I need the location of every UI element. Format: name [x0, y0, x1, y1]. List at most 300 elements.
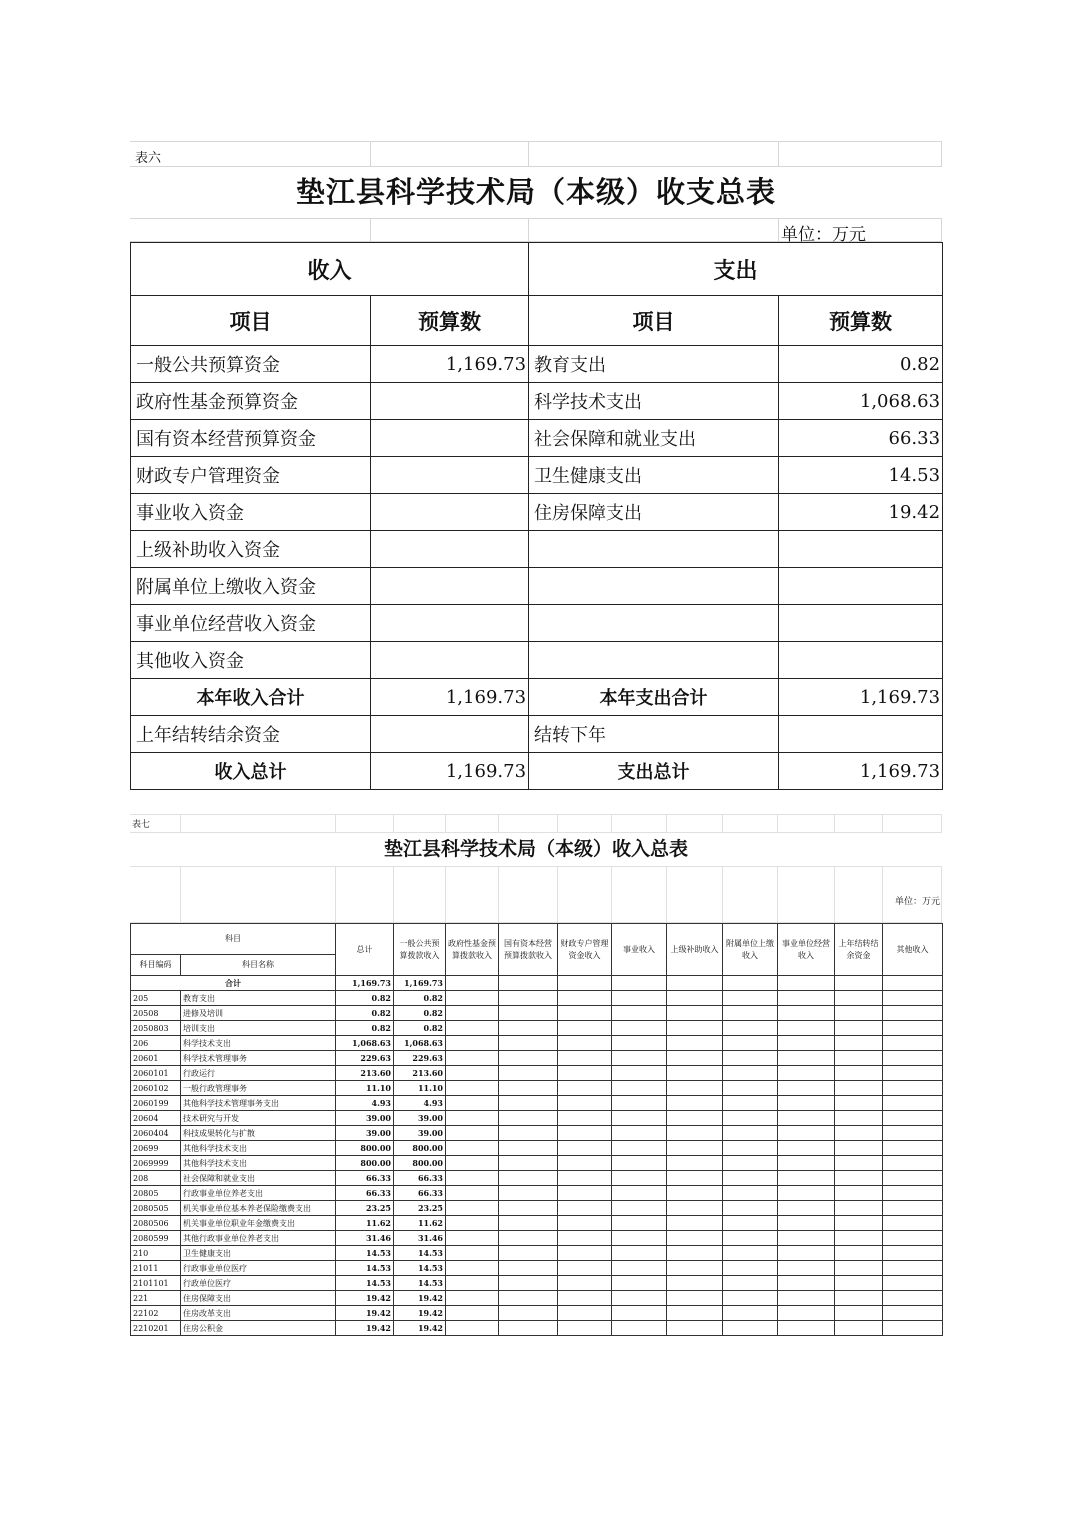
income-item: 政府性基金预算资金	[131, 383, 371, 420]
empty-cell	[883, 1231, 943, 1246]
row-total: 0.82	[336, 1021, 394, 1036]
subject-name: 行政事业单位养老支出	[181, 1186, 336, 1201]
table7-total-label: 合计	[131, 976, 336, 991]
subject-name: 卫生健康支出	[181, 1246, 336, 1261]
expense-value: 0.82	[779, 346, 943, 383]
empty-cell	[667, 1171, 723, 1186]
empty-cell	[778, 1111, 835, 1126]
empty-cell	[558, 1216, 612, 1231]
empty-cell	[883, 1171, 943, 1186]
expense-value: 66.33	[779, 420, 943, 457]
subject-name: 其他科学技术支出	[181, 1141, 336, 1156]
table6-grid	[130, 242, 943, 790]
carryover-expense-value	[779, 716, 943, 753]
table7-total-value: 1,169.73	[336, 976, 394, 991]
carryover-header: 上年结转结余资金	[835, 924, 883, 976]
empty-cell	[778, 1216, 835, 1231]
empty-cell	[558, 1051, 612, 1066]
empty-cell	[499, 1006, 558, 1021]
subject-name: 进修及培训	[181, 1006, 336, 1021]
empty-cell	[446, 1051, 499, 1066]
income-value	[371, 457, 529, 494]
expense-item	[529, 605, 779, 642]
empty-cell	[446, 1201, 499, 1216]
subject-code: 22102	[131, 1306, 181, 1321]
empty-cell	[612, 1051, 667, 1066]
income-value: 1,169.73	[371, 346, 529, 383]
row-general: 800.00	[394, 1141, 446, 1156]
empty-cell	[883, 1036, 943, 1051]
empty-cell	[558, 1006, 612, 1021]
empty-cell	[667, 1291, 723, 1306]
empty-cell	[723, 1051, 778, 1066]
row-general: 4.93	[394, 1096, 446, 1111]
income-value	[371, 383, 529, 420]
empty-cell	[558, 1321, 612, 1336]
subject-header: 科目	[131, 924, 336, 955]
empty-cell	[723, 1306, 778, 1321]
table7-row	[131, 1231, 943, 1246]
empty-cell	[883, 1216, 943, 1231]
empty-cell	[558, 1261, 612, 1276]
empty-cell	[883, 1261, 943, 1276]
income-value	[371, 494, 529, 531]
table7-row	[131, 1156, 943, 1171]
row-general: 19.42	[394, 1306, 446, 1321]
subject-code: 206	[131, 1036, 181, 1051]
empty-cell	[446, 1081, 499, 1096]
subject-code: 20805	[131, 1186, 181, 1201]
empty-cell	[558, 991, 612, 1006]
empty-cell	[883, 1246, 943, 1261]
row-total: 800.00	[336, 1156, 394, 1171]
empty-cell	[612, 1036, 667, 1051]
empty-cell	[835, 1156, 883, 1171]
grand-expense-total-label: 支出总计	[529, 753, 779, 790]
empty-cell	[499, 1036, 558, 1051]
year-expense-total-label: 本年支出合计	[529, 679, 779, 716]
business-income-header: 事业收入	[612, 924, 667, 976]
subject-code: 21011	[131, 1261, 181, 1276]
empty-cell	[612, 1126, 667, 1141]
empty-cell	[499, 1306, 558, 1321]
empty-cell	[667, 1201, 723, 1216]
empty-cell	[667, 1306, 723, 1321]
empty-cell	[612, 1171, 667, 1186]
empty-cell	[667, 991, 723, 1006]
empty-cell	[835, 1036, 883, 1051]
expense-item	[529, 531, 779, 568]
row-general: 23.25	[394, 1201, 446, 1216]
empty-cell	[835, 1006, 883, 1021]
row-total: 19.42	[336, 1306, 394, 1321]
table6-title: 垫江县科学技术局（本级）收支总表	[130, 167, 942, 219]
empty-cell	[778, 1186, 835, 1201]
table6-row	[131, 642, 943, 679]
empty-cell	[499, 1171, 558, 1186]
empty-cell	[558, 1231, 612, 1246]
empty-cell	[723, 1156, 778, 1171]
empty-cell	[446, 1186, 499, 1201]
table7-row	[131, 1246, 943, 1261]
empty-cell	[667, 1006, 723, 1021]
empty-cell	[612, 1021, 667, 1036]
subsidy-income-header: 上级补助收入	[667, 924, 723, 976]
empty-cell	[499, 1051, 558, 1066]
empty-cell	[778, 1156, 835, 1171]
empty-cell	[446, 1111, 499, 1126]
subject-name: 行政运行	[181, 1066, 336, 1081]
table7-unit-row	[130, 867, 942, 923]
empty-cell	[446, 1036, 499, 1051]
carryover-income-label: 上年结转结余资金	[131, 716, 371, 753]
empty-cell	[835, 1201, 883, 1216]
table6-row	[131, 457, 943, 494]
empty-cell	[723, 1081, 778, 1096]
subject-code: 205	[131, 991, 181, 1006]
empty-cell	[499, 1021, 558, 1036]
row-general: 0.82	[394, 1006, 446, 1021]
table7-row	[131, 1066, 943, 1081]
row-general: 66.33	[394, 1186, 446, 1201]
empty-cell	[499, 1216, 558, 1231]
income-item: 其他收入资金	[131, 642, 371, 679]
row-total: 23.25	[336, 1201, 394, 1216]
empty-cell	[883, 1096, 943, 1111]
table7-row	[131, 1051, 943, 1066]
subject-code: 2210201	[131, 1321, 181, 1336]
row-total: 213.60	[336, 1066, 394, 1081]
row-total: 19.42	[336, 1291, 394, 1306]
empty-cell	[723, 1141, 778, 1156]
empty-cell	[723, 1186, 778, 1201]
table6-row	[131, 605, 943, 642]
empty-cell	[778, 1141, 835, 1156]
expense-value	[779, 568, 943, 605]
subject-name: 科学技术管理事务	[181, 1051, 336, 1066]
empty-cell	[612, 1186, 667, 1201]
empty-cell	[778, 1231, 835, 1246]
empty-cell	[558, 1171, 612, 1186]
subject-name: 教育支出	[181, 991, 336, 1006]
empty-cell	[499, 1321, 558, 1336]
empty-cell	[723, 1171, 778, 1186]
empty-cell	[883, 1126, 943, 1141]
subject-code: 208	[131, 1171, 181, 1186]
empty-cell	[883, 1141, 943, 1156]
income-summary-table	[130, 814, 942, 1336]
empty-cell	[723, 1216, 778, 1231]
expense-value	[779, 642, 943, 679]
empty-cell	[883, 1306, 943, 1321]
carryover-income-value	[371, 716, 529, 753]
table7-row	[131, 1306, 943, 1321]
empty-cell	[446, 1216, 499, 1231]
table6-row	[131, 531, 943, 568]
income-item: 事业单位经营收入资金	[131, 605, 371, 642]
income-value	[371, 531, 529, 568]
empty-cell	[883, 1276, 943, 1291]
expense-budget-header: 预算数	[779, 296, 943, 346]
subject-name: 其他科学技术管理事务支出	[181, 1096, 336, 1111]
empty-cell	[612, 1246, 667, 1261]
subject-code: 2060102	[131, 1081, 181, 1096]
table7-row	[131, 1126, 943, 1141]
table7-total-general: 1,169.73	[394, 976, 446, 991]
table7-row	[131, 1036, 943, 1051]
general-budget-header: 一般公共预算拨款收入	[394, 924, 446, 976]
empty-cell	[558, 1246, 612, 1261]
empty-cell	[499, 1141, 558, 1156]
empty-cell	[835, 1051, 883, 1066]
empty-cell	[778, 1096, 835, 1111]
empty-cell	[667, 1141, 723, 1156]
row-general: 14.53	[394, 1261, 446, 1276]
income-item: 国有资本经营预算资金	[131, 420, 371, 457]
operating-income-header: 事业单位经营收入	[778, 924, 835, 976]
empty-cell	[558, 1036, 612, 1051]
expense-value: 1,068.63	[779, 383, 943, 420]
table7-row	[131, 1216, 943, 1231]
empty-cell	[612, 1066, 667, 1081]
empty-cell	[723, 1231, 778, 1246]
empty-cell	[667, 1021, 723, 1036]
year-income-total-value: 1,169.73	[371, 679, 529, 716]
empty-cell	[667, 1186, 723, 1201]
name-header: 科目名称	[181, 955, 336, 976]
income-value	[371, 420, 529, 457]
empty-cell	[778, 991, 835, 1006]
grand-income-total-label: 收入总计	[131, 753, 371, 790]
empty-cell	[446, 1171, 499, 1186]
subject-code: 2060404	[131, 1126, 181, 1141]
empty-cell	[835, 1276, 883, 1291]
empty-cell	[835, 1096, 883, 1111]
row-total: 0.82	[336, 1006, 394, 1021]
empty-cell	[499, 1261, 558, 1276]
empty-cell	[612, 1201, 667, 1216]
row-total: 1,068.63	[336, 1036, 394, 1051]
empty-cell	[723, 1066, 778, 1081]
special-account-header: 财政专户管理资金收入	[558, 924, 612, 976]
row-general: 11.10	[394, 1081, 446, 1096]
table7-row	[131, 1111, 943, 1126]
state-capital-header: 国有资本经营预算拨款收入	[499, 924, 558, 976]
empty-cell	[667, 1261, 723, 1276]
empty-cell	[883, 1021, 943, 1036]
row-total: 39.00	[336, 1111, 394, 1126]
expense-item	[529, 642, 779, 679]
empty-cell	[778, 1171, 835, 1186]
empty-cell	[835, 1291, 883, 1306]
empty-cell	[499, 1186, 558, 1201]
empty-cell	[499, 1201, 558, 1216]
empty-cell	[883, 1111, 943, 1126]
subject-name: 技术研究与开发	[181, 1111, 336, 1126]
row-general: 14.53	[394, 1276, 446, 1291]
expense-item: 卫生健康支出	[529, 457, 779, 494]
empty-cell	[835, 1321, 883, 1336]
empty-cell	[883, 1066, 943, 1081]
grand-expense-total-value: 1,169.73	[779, 753, 943, 790]
empty-cell	[778, 1201, 835, 1216]
empty-cell	[446, 1126, 499, 1141]
row-general: 0.82	[394, 991, 446, 1006]
empty-cell	[835, 1021, 883, 1036]
empty-cell	[723, 1246, 778, 1261]
table7-grid	[130, 923, 943, 1336]
subject-code: 2080599	[131, 1231, 181, 1246]
empty-cell	[835, 1246, 883, 1261]
empty-cell	[499, 1231, 558, 1246]
empty-cell	[778, 1246, 835, 1261]
empty-cell	[883, 991, 943, 1006]
subject-name: 住房保障支出	[181, 1291, 336, 1306]
empty-cell	[558, 1156, 612, 1171]
empty-cell	[883, 1186, 943, 1201]
expense-item: 科学技术支出	[529, 383, 779, 420]
empty-cell	[499, 1096, 558, 1111]
empty-cell	[835, 1066, 883, 1081]
income-value	[371, 642, 529, 679]
empty-cell	[667, 1321, 723, 1336]
empty-cell	[778, 1081, 835, 1096]
table7-unit: 单位：万元	[894, 897, 940, 907]
table7-title: 垫江县科学技术局（本级）收入总表	[130, 833, 942, 867]
row-general: 19.42	[394, 1321, 446, 1336]
empty-cell	[667, 1051, 723, 1066]
subject-name: 机关事业单位职业年金缴费支出	[181, 1216, 336, 1231]
empty-cell	[499, 1156, 558, 1171]
row-general: 213.60	[394, 1066, 446, 1081]
empty-cell	[723, 1261, 778, 1276]
row-general: 11.62	[394, 1216, 446, 1231]
table7-row	[131, 1261, 943, 1276]
subject-code: 20508	[131, 1006, 181, 1021]
empty-cell	[778, 1321, 835, 1336]
expense-item-header: 项目	[529, 296, 779, 346]
empty-cell	[835, 1141, 883, 1156]
table7-row	[131, 1201, 943, 1216]
empty-cell	[778, 1006, 835, 1021]
empty-cell	[778, 1291, 835, 1306]
empty-cell	[558, 1306, 612, 1321]
subject-name: 机关事业单位基本养老保险缴费支出	[181, 1201, 336, 1216]
subject-name: 其他行政事业单位养老支出	[181, 1231, 336, 1246]
empty-cell	[835, 991, 883, 1006]
empty-cell	[723, 1021, 778, 1036]
row-general: 31.46	[394, 1231, 446, 1246]
subject-name: 住房公积金	[181, 1321, 336, 1336]
empty-cell	[446, 1306, 499, 1321]
empty-cell	[446, 1291, 499, 1306]
empty-cell	[835, 1186, 883, 1201]
table6-row	[131, 568, 943, 605]
code-header: 科目编码	[131, 955, 181, 976]
empty-cell	[723, 1201, 778, 1216]
empty-cell	[723, 1096, 778, 1111]
row-total: 0.82	[336, 991, 394, 1006]
row-general: 39.00	[394, 1111, 446, 1126]
subject-code: 2050803	[131, 1021, 181, 1036]
empty-cell	[667, 1126, 723, 1141]
subject-code: 221	[131, 1291, 181, 1306]
empty-cell	[558, 1126, 612, 1141]
empty-cell	[667, 1246, 723, 1261]
table6-row	[131, 420, 943, 457]
row-total: 14.53	[336, 1276, 394, 1291]
subject-name: 培训支出	[181, 1021, 336, 1036]
empty-cell	[612, 1291, 667, 1306]
empty-cell	[778, 1036, 835, 1051]
table6-tag: 表六	[135, 151, 162, 166]
empty-cell	[835, 1126, 883, 1141]
empty-cell	[612, 991, 667, 1006]
table7-row	[131, 1081, 943, 1096]
table7-row	[131, 1321, 943, 1336]
empty-cell	[499, 991, 558, 1006]
empty-cell	[499, 1246, 558, 1261]
empty-cell	[778, 1276, 835, 1291]
row-total: 11.10	[336, 1081, 394, 1096]
income-item: 一般公共预算资金	[131, 346, 371, 383]
subject-code: 20601	[131, 1051, 181, 1066]
table6-row	[131, 494, 943, 531]
empty-cell	[499, 1276, 558, 1291]
empty-cell	[667, 1066, 723, 1081]
empty-cell	[446, 1006, 499, 1021]
empty-cell	[446, 991, 499, 1006]
table7-row	[131, 1021, 943, 1036]
empty-cell	[612, 1321, 667, 1336]
empty-cell	[723, 1126, 778, 1141]
subject-code: 2080505	[131, 1201, 181, 1216]
empty-cell	[558, 1291, 612, 1306]
subject-code: 2060101	[131, 1066, 181, 1081]
income-budget-header: 预算数	[371, 296, 529, 346]
empty-cell	[446, 1066, 499, 1081]
table7-row	[131, 1171, 943, 1186]
row-total: 66.33	[336, 1171, 394, 1186]
empty-cell	[446, 1231, 499, 1246]
expense-value	[779, 531, 943, 568]
row-general: 39.00	[394, 1126, 446, 1141]
empty-cell	[612, 1156, 667, 1171]
row-total: 11.62	[336, 1216, 394, 1231]
row-general: 66.33	[394, 1171, 446, 1186]
row-total: 19.42	[336, 1321, 394, 1336]
empty-cell	[558, 1096, 612, 1111]
subject-name: 一般行政管理事务	[181, 1081, 336, 1096]
empty-cell	[883, 1156, 943, 1171]
empty-cell	[723, 1291, 778, 1306]
empty-cell	[667, 1036, 723, 1051]
empty-cell	[723, 1276, 778, 1291]
row-general: 0.82	[394, 1021, 446, 1036]
carryover-expense-label: 结转下年	[529, 716, 779, 753]
empty-cell	[667, 1081, 723, 1096]
expense-value	[779, 605, 943, 642]
empty-cell	[446, 1141, 499, 1156]
table6-top-row	[130, 141, 942, 167]
table7-tag: 表七	[132, 820, 151, 830]
empty-cell	[612, 1006, 667, 1021]
empty-cell	[883, 1081, 943, 1096]
empty-cell	[446, 1096, 499, 1111]
expense-item: 社会保障和就业支出	[529, 420, 779, 457]
income-item: 财政专户管理资金	[131, 457, 371, 494]
subject-code: 2060199	[131, 1096, 181, 1111]
